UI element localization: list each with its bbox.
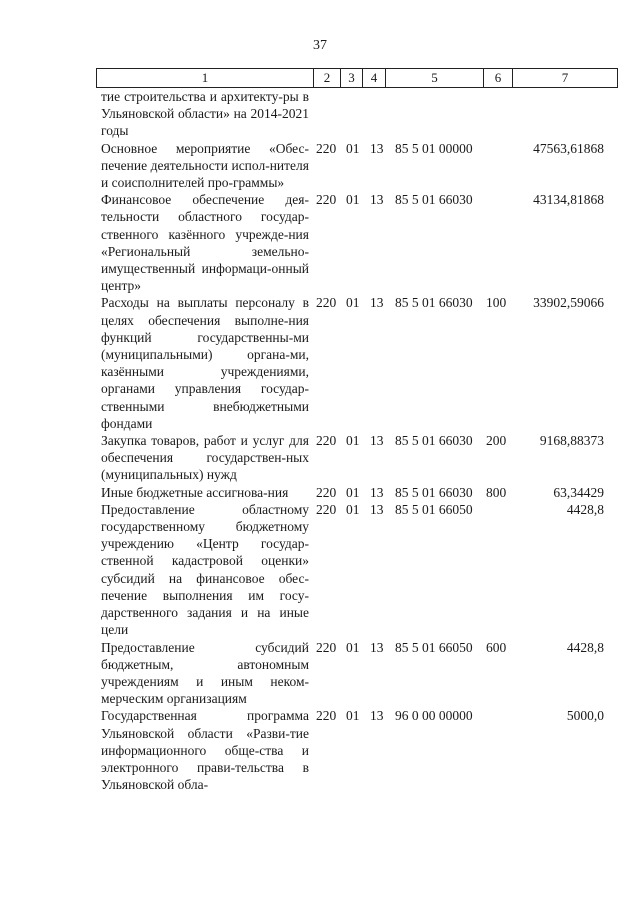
table-row <box>0 432 640 484</box>
subsection-code: 13 <box>370 708 384 724</box>
target-article-code: 85 5 01 66030 <box>395 192 473 208</box>
target-article-code: 85 5 01 66050 <box>395 501 473 517</box>
ministry-code: 220 <box>316 192 337 208</box>
target-article-code: 85 5 01 66030 <box>395 295 473 311</box>
table-row <box>0 639 640 708</box>
subsection-code: 13 <box>370 639 384 655</box>
target-article-code: 85 5 01 66030 <box>395 484 473 500</box>
row-description: Основное мероприятие «Обес-печение деятельности испол-нителя и соисполнителей про-граммы» <box>101 140 309 191</box>
subsection-code: 13 <box>370 484 384 500</box>
table-row <box>0 191 640 294</box>
expense-type-code: 200 <box>486 433 507 449</box>
section-code: 01 <box>346 433 360 449</box>
ministry-code: 220 <box>316 484 337 500</box>
ministry-code: 220 <box>316 140 337 156</box>
expense-type-code: 600 <box>486 639 507 655</box>
section-code: 01 <box>346 501 360 517</box>
table-row <box>0 88 640 140</box>
target-article-code: 85 5 01 66030 <box>395 433 473 449</box>
column-number-5: 5 <box>386 69 484 88</box>
subsection-code: 13 <box>370 501 384 517</box>
column-number-1: 1 <box>97 69 314 88</box>
expense-type-code: 800 <box>486 484 507 500</box>
ministry-code: 220 <box>316 501 337 517</box>
amount: 43134,81868 <box>533 192 604 208</box>
section-code: 01 <box>346 140 360 156</box>
target-article-code: 96 0 00 00000 <box>395 708 473 724</box>
budget-table-body <box>0 88 640 793</box>
subsection-code: 13 <box>370 433 384 449</box>
ministry-code: 220 <box>316 433 337 449</box>
column-number-7: 7 <box>513 69 618 88</box>
expense-type-code: 100 <box>486 295 507 311</box>
column-number-3: 3 <box>341 69 363 88</box>
amount: 63,34429 <box>553 484 604 500</box>
table-row <box>0 294 640 432</box>
table-row <box>0 484 640 501</box>
target-article-code: 85 5 01 66050 <box>395 639 473 655</box>
column-number-6: 6 <box>484 69 513 88</box>
row-description: Финансовое обеспечение дея-тельности областного государ-ственного казённого учрежде-ния «Региональный земельно-имущественный информаци-онный центр» <box>101 192 309 294</box>
amount: 9168,88373 <box>539 433 604 449</box>
row-description: Предоставление областному государственному бюджетному учреждению «Центр государ-ственной кадастровой оценки» субсидий на финансовое обес-печение выполнения им госу-дарственного задания и на иные цели <box>101 501 309 638</box>
amount: 4428,8 <box>566 501 604 517</box>
row-description: Расходы на выплаты персоналу в целях обеспечения выполне-ния функций государственны-ми (муниципальными) органа-ми, казёнными учреждениями, органами управления государ-ственными внебюджетными фондами <box>101 295 309 431</box>
column-number-2: 2 <box>314 69 341 88</box>
target-article-code: 85 5 01 00000 <box>395 140 473 156</box>
row-description: Предоставление субсидий бюджетным, автономным учреждениям и иным неком-мерческим организациям <box>101 639 309 707</box>
table-row <box>0 140 640 192</box>
row-description: Иные бюджетные ассигнова-ния <box>101 484 289 500</box>
section-code: 01 <box>346 484 360 500</box>
table-row <box>0 707 640 793</box>
section-code: 01 <box>346 192 360 208</box>
amount: 33902,59066 <box>533 295 604 311</box>
section-code: 01 <box>346 708 360 724</box>
ministry-code: 220 <box>316 639 337 655</box>
subsection-code: 13 <box>370 295 384 311</box>
page-number: 37 <box>313 38 327 53</box>
amount: 47563,61868 <box>533 140 604 156</box>
subsection-code: 13 <box>370 140 384 156</box>
table-row <box>0 501 640 639</box>
column-header-row <box>96 68 618 88</box>
amount: 4428,8 <box>566 639 604 655</box>
row-description: Закупка товаров, работ и услуг для обеспечения государствен-ных (муниципальных) нужд <box>101 433 309 483</box>
row-description: тие строительства и архитекту-ры в Ульяновской области» на 2014-2021 годы <box>101 89 309 139</box>
column-number-4: 4 <box>363 69 386 88</box>
ministry-code: 220 <box>316 295 337 311</box>
row-description: Государственная программа Ульяновской области «Разви-тие информационного обще-ства и электронного прави-тельства в Ульяновской обла- <box>101 708 309 793</box>
amount: 5000,0 <box>566 708 604 724</box>
subsection-code: 13 <box>370 192 384 208</box>
section-code: 01 <box>346 295 360 311</box>
ministry-code: 220 <box>316 708 337 724</box>
section-code: 01 <box>346 639 360 655</box>
